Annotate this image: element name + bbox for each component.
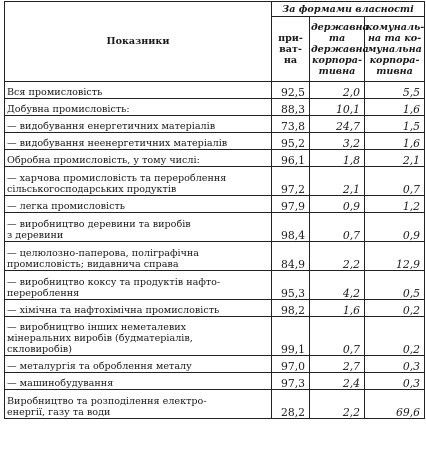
- row-label-line: — видобування неенергетичних матеріалів: [7, 138, 228, 149]
- header-state: [310, 17, 369, 82]
- table-row: [5, 167, 425, 196]
- cell-private: 73,8: [272, 116, 310, 133]
- table-row: [5, 213, 425, 242]
- row-label: [5, 271, 272, 300]
- row-label-line: Обробна промисловість, у тому числі:: [7, 155, 200, 166]
- row-label-line: — виробництво коксу та продуктів нафто-: [7, 277, 221, 288]
- header-communal-line: на та ко-: [367, 32, 422, 44]
- table-row: [5, 390, 425, 419]
- cell-communal: 1,6: [365, 133, 425, 150]
- table-row: [5, 133, 425, 150]
- cell-state: 1,6: [310, 300, 365, 317]
- cell-private: 84,9: [272, 242, 310, 271]
- row-label-line: — виробництво деревини та виробів: [7, 219, 191, 230]
- row-label-line: сільськогосподарських продуктів: [7, 184, 177, 195]
- header-private-line: при-: [278, 32, 303, 44]
- row-label-line: енергії, газу та води: [7, 407, 111, 418]
- header-communal-line: мунальна: [367, 43, 422, 55]
- cell-state: 0,7: [310, 317, 365, 356]
- row-label-line: — легка промисловість: [7, 201, 125, 212]
- row-label-line: Вся промисловість: [7, 87, 103, 98]
- cell-private: 98,4: [272, 213, 310, 242]
- row-label: [5, 213, 272, 242]
- cell-private: 28,2: [272, 390, 310, 419]
- header-state-line: тивна: [318, 65, 356, 77]
- row-label: [5, 196, 272, 213]
- row-label-line: — целюлозно-паперова, поліграфічна: [7, 248, 200, 259]
- table-row: [5, 99, 425, 116]
- header-state-line: та: [328, 32, 346, 44]
- header-row-1: [5, 2, 425, 17]
- row-label-line: мінеральних виробів (будматеріалів,: [7, 333, 193, 344]
- cell-private: 99,1: [272, 317, 310, 356]
- table-row: [5, 356, 425, 373]
- row-label: [5, 300, 272, 317]
- cell-communal: 5,5: [365, 82, 425, 99]
- cell-state: 2,2: [310, 242, 365, 271]
- row-label-line: — металургія та оброблення металу: [7, 361, 192, 372]
- cell-private: 95,2: [272, 133, 310, 150]
- header-ownership-group: За формами власності: [272, 2, 425, 17]
- row-label: [5, 99, 272, 116]
- row-label-line: промисловість; видавнича справа: [7, 259, 179, 270]
- header-communal-line: корпора-: [369, 54, 420, 66]
- header-indicator: Показники: [5, 2, 272, 82]
- cell-state: 10,1: [310, 99, 365, 116]
- table-row: [5, 317, 425, 356]
- cell-private: 97,2: [272, 167, 310, 196]
- row-label: [5, 116, 272, 133]
- row-label-line: Добувна промисловість:: [7, 104, 130, 115]
- row-label-line: — виробництво інших неметалевих: [7, 322, 187, 333]
- cell-state: 2,0: [310, 82, 365, 99]
- cell-communal: 0,7: [365, 167, 425, 196]
- cell-communal: 1,5: [365, 116, 425, 133]
- row-label-line: скловиробів): [7, 344, 72, 355]
- table-row: [5, 242, 425, 271]
- cell-communal: 1,6: [365, 99, 425, 116]
- row-label: [5, 82, 272, 99]
- cell-state: 0,9: [310, 196, 365, 213]
- cell-state: 3,2: [310, 133, 365, 150]
- cell-communal: 1,2: [365, 196, 425, 213]
- header-communal-line: комуналь-: [366, 21, 425, 33]
- cell-private: 92,5: [272, 82, 310, 99]
- row-label-line: — видобування енергетичних матеріалів: [7, 121, 216, 132]
- cell-communal: 0,9: [365, 213, 425, 242]
- cell-communal: 2,1: [365, 150, 425, 167]
- cell-private: 96,1: [272, 150, 310, 167]
- header-state-line: корпора-: [312, 54, 362, 66]
- header-communal-line: тивна: [376, 65, 413, 77]
- cell-private: 97,3: [272, 373, 310, 390]
- ownership-table: [4, 1, 425, 419]
- cell-state: 2,2: [310, 390, 365, 419]
- table-row: [5, 373, 425, 390]
- cell-state: 2,7: [310, 356, 365, 373]
- row-label-line: — хімічна та нафтохімічна промисловість: [7, 305, 220, 316]
- row-label-line: з деревини: [7, 230, 64, 241]
- table-row: [5, 196, 425, 213]
- cell-state: 4,2: [310, 271, 365, 300]
- cell-state: 1,8: [310, 150, 365, 167]
- cell-communal: 69,6: [365, 390, 425, 419]
- cell-communal: 0,3: [365, 356, 425, 373]
- cell-private: 97,0: [272, 356, 310, 373]
- table-row: [5, 116, 425, 133]
- row-label-line: перероблення: [7, 288, 80, 299]
- cell-communal: 0,3: [365, 373, 425, 390]
- row-label: [5, 133, 272, 150]
- cell-communal: 0,2: [365, 300, 425, 317]
- cell-state: 2,1: [310, 167, 365, 196]
- cell-communal: 0,5: [365, 271, 425, 300]
- row-label: [5, 242, 272, 271]
- cell-private: 88,3: [272, 99, 310, 116]
- row-label: [5, 317, 272, 356]
- cell-communal: 12,9: [365, 242, 425, 271]
- table-row: [5, 82, 425, 99]
- header-state-line: державна: [311, 21, 369, 33]
- row-label: [5, 167, 272, 196]
- header-state-line: державна: [311, 43, 369, 55]
- row-label: [5, 150, 272, 167]
- cell-state: 2,4: [310, 373, 365, 390]
- row-label-line: — машинобудування: [7, 378, 114, 389]
- row-label: [5, 356, 272, 373]
- table-row: [5, 150, 425, 167]
- row-label-line: Виробництво та розподілення електро-: [7, 396, 207, 407]
- header-private-line: ват-: [279, 43, 302, 55]
- row-label: [5, 390, 272, 419]
- cell-private: 95,3: [272, 271, 310, 300]
- cell-private: 98,2: [272, 300, 310, 317]
- header-communal: [365, 17, 425, 82]
- cell-state: 24,7: [310, 116, 365, 133]
- row-label-line: — харчова промисловість та перероблення: [7, 173, 227, 184]
- cell-communal: 0,2: [365, 317, 425, 356]
- header-private-line: на: [283, 54, 298, 66]
- table-row: [5, 300, 425, 317]
- header-private: [272, 17, 310, 82]
- cell-state: 0,7: [310, 213, 365, 242]
- table-row: [5, 271, 425, 300]
- row-label: [5, 373, 272, 390]
- cell-private: 97,9: [272, 196, 310, 213]
